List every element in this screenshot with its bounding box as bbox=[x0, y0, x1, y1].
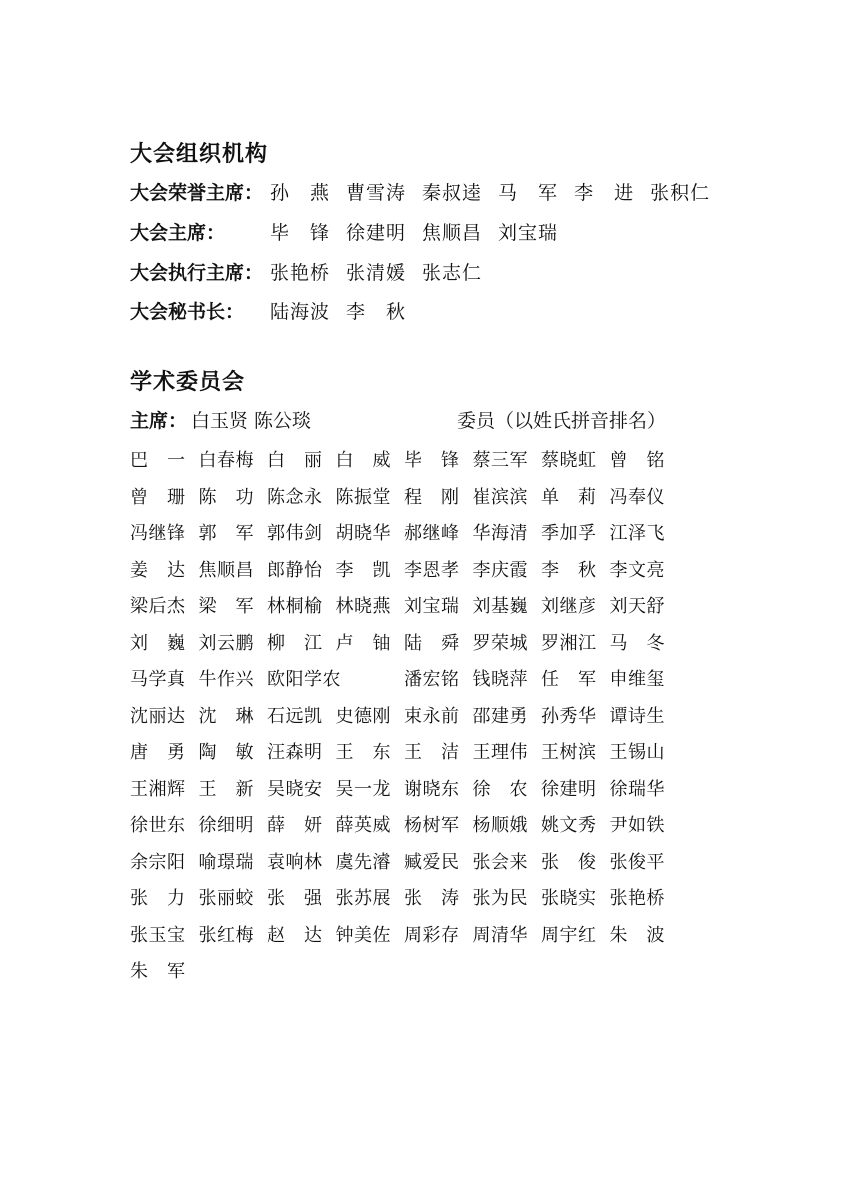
org-name: 徐建明 bbox=[346, 221, 407, 244]
member-name: 曾 铭 bbox=[609, 450, 665, 471]
member-name: 李 凯 bbox=[335, 559, 391, 581]
member-name: 蔡三军 bbox=[472, 450, 528, 471]
member-name: 陶 敏 bbox=[198, 742, 254, 763]
academic-chair-label: 主席： bbox=[130, 410, 188, 432]
member-name: 罗湘江 bbox=[541, 632, 597, 654]
member-name: 郭伟剑 bbox=[267, 523, 323, 544]
member-name: 张 强 bbox=[267, 888, 323, 909]
member-name: 喻璟瑞 bbox=[198, 851, 254, 873]
member-name: 张晓实 bbox=[541, 888, 597, 909]
member-name: 崔滨滨 bbox=[472, 486, 528, 508]
member-name: 邵建勇 bbox=[472, 705, 528, 727]
member-name: 孙秀华 bbox=[541, 705, 597, 727]
org-row-executive-chair bbox=[130, 256, 498, 286]
org-name: 张志仁 bbox=[422, 261, 483, 284]
org-name: 秦叔逵 bbox=[422, 181, 483, 204]
member-name: 梁后杰 bbox=[130, 596, 186, 617]
member-name: 汪森明 bbox=[267, 742, 323, 763]
member-name: 陆 舜 bbox=[404, 632, 460, 654]
member-name: 焦顺昌 bbox=[198, 559, 254, 581]
member-name: 薛 妍 bbox=[267, 815, 323, 836]
org-row-secretary-general bbox=[130, 295, 422, 325]
member-name: 柳 江 bbox=[267, 632, 323, 654]
member-name: 徐世东 bbox=[130, 815, 186, 836]
member-name: 曾 珊 bbox=[130, 486, 186, 508]
member-name: 林晓燕 bbox=[335, 596, 391, 617]
member-name: 杨顺娥 bbox=[472, 815, 528, 836]
member-name: 王理伟 bbox=[472, 742, 528, 763]
org-name: 焦顺昌 bbox=[422, 221, 483, 244]
member-name: 史德刚 bbox=[335, 705, 391, 727]
org-name: 陆海波 bbox=[270, 300, 331, 323]
member-name: 刘宝瑞 bbox=[404, 596, 460, 617]
member-name: 束永前 bbox=[404, 705, 460, 727]
member-name: 王 洁 bbox=[404, 742, 460, 763]
member-name: 李 秋 bbox=[541, 559, 597, 581]
org-row-label: 大会秘书长： bbox=[130, 300, 245, 323]
member-name: 王湘辉 bbox=[130, 778, 186, 800]
member-name: 季加孚 bbox=[541, 523, 597, 544]
member-name: 梁 军 bbox=[198, 596, 254, 617]
member-name: 沈丽达 bbox=[130, 705, 186, 727]
member-name: 任 军 bbox=[541, 669, 597, 690]
member-name: 朱 波 bbox=[609, 924, 665, 946]
org-name: 马 军 bbox=[498, 181, 559, 204]
member-name: 沈 琳 bbox=[198, 705, 254, 727]
member-name: 刘基巍 bbox=[472, 596, 528, 617]
member-name: 朱 军 bbox=[130, 961, 186, 982]
member-name: 刘继彦 bbox=[541, 596, 597, 617]
member-name: 张红梅 bbox=[198, 924, 254, 946]
member-name: 吴晓安 bbox=[267, 778, 323, 800]
member-name: 周清华 bbox=[472, 924, 528, 946]
member-name: 王锡山 bbox=[609, 742, 665, 763]
org-row-label: 大会主席： bbox=[130, 221, 226, 244]
org-name: 李 秋 bbox=[346, 300, 407, 323]
member-name: 姚文秀 bbox=[541, 815, 597, 836]
member-name: 程 刚 bbox=[404, 486, 460, 508]
member-name: 张丽蛟 bbox=[198, 888, 254, 909]
member-name: 余宗阳 bbox=[130, 851, 186, 873]
member-name: 赵 达 bbox=[267, 924, 323, 946]
member-name: 徐 农 bbox=[472, 778, 528, 800]
member-name: 李庆霞 bbox=[472, 559, 528, 581]
academic-chair-names: 白玉贤 陈公琰 bbox=[191, 410, 312, 432]
member-name: 王树滨 bbox=[541, 742, 597, 763]
member-name: 郭 军 bbox=[198, 523, 254, 544]
member-name: 周彩存 bbox=[404, 924, 460, 946]
org-name: 李 进 bbox=[574, 181, 635, 204]
member-name: 毕 锋 bbox=[404, 450, 460, 471]
member-name: 唐 勇 bbox=[130, 742, 186, 763]
academic-members-note: 委员（以姓氏拼音排名） bbox=[457, 410, 667, 432]
member-name: 陈 功 bbox=[198, 486, 254, 508]
org-row-names bbox=[270, 218, 574, 245]
member-name: 林桐榆 bbox=[267, 596, 323, 617]
member-name: 马学真 bbox=[130, 669, 186, 690]
member-name: 冯奉仪 bbox=[609, 486, 665, 508]
member-name: 薛英威 bbox=[335, 815, 391, 836]
member-name: 姜 达 bbox=[130, 559, 186, 581]
academic-chair-line bbox=[130, 406, 690, 436]
org-name: 毕 锋 bbox=[270, 221, 331, 244]
member-name: 罗荣城 bbox=[472, 632, 528, 654]
member-name: 潘宏铭 bbox=[404, 669, 460, 690]
member-name: 申维玺 bbox=[609, 669, 665, 690]
member-name: 刘云鹏 bbox=[198, 632, 254, 654]
org-row-chair bbox=[130, 216, 574, 246]
member-name: 徐瑞华 bbox=[609, 778, 665, 800]
member-name: 吴一龙 bbox=[335, 778, 391, 800]
member-name: 臧爱民 bbox=[404, 851, 460, 873]
member-name: 胡晓华 bbox=[335, 523, 391, 544]
member-spacer bbox=[336, 662, 405, 699]
member-name: 徐建明 bbox=[541, 778, 597, 800]
member-name: 蔡晓虹 bbox=[541, 450, 597, 471]
member-name: 钱晓萍 bbox=[472, 669, 528, 690]
member-name: 冯继锋 bbox=[130, 523, 186, 544]
member-name: 王 新 bbox=[198, 778, 254, 800]
member-name: 李恩孝 bbox=[404, 559, 460, 581]
member-name: 江泽飞 bbox=[609, 523, 665, 544]
member-name: 张苏展 bbox=[335, 888, 391, 909]
member-name: 郎静怡 bbox=[267, 559, 323, 581]
member-name: 欧阳学农 bbox=[267, 669, 341, 690]
org-row-names bbox=[270, 297, 422, 324]
member-name: 单 莉 bbox=[541, 486, 597, 508]
member-name: 卢 铀 bbox=[335, 632, 391, 654]
member-name: 张为民 bbox=[472, 888, 528, 909]
member-name: 刘天舒 bbox=[609, 596, 665, 617]
member-name: 张俊平 bbox=[609, 851, 665, 873]
org-name: 张艳桥 bbox=[270, 261, 331, 284]
org-name: 张清媛 bbox=[346, 261, 407, 284]
member-name: 虞先濬 bbox=[335, 851, 391, 873]
member-name: 刘 巍 bbox=[130, 632, 186, 654]
org-row-names bbox=[270, 178, 726, 205]
org-row-label: 大会执行主席： bbox=[130, 261, 264, 284]
member-name: 张玉宝 bbox=[130, 924, 186, 946]
org-section-title: 大会组织机构 bbox=[130, 142, 269, 167]
member-name: 张 俊 bbox=[541, 851, 597, 873]
org-name: 刘宝瑞 bbox=[498, 221, 559, 244]
member-name: 张 力 bbox=[130, 888, 186, 909]
academic-section-title: 学术委员会 bbox=[130, 370, 246, 395]
member-name: 白 丽 bbox=[267, 450, 323, 471]
member-name: 杨树军 bbox=[404, 815, 460, 836]
member-name: 石远凯 bbox=[267, 705, 323, 727]
member-name: 郝继峰 bbox=[404, 523, 460, 544]
member-name: 白春梅 bbox=[198, 450, 254, 471]
org-name: 曹雪涛 bbox=[346, 181, 407, 204]
member-name: 王 东 bbox=[335, 742, 391, 763]
member-name: 谭诗生 bbox=[609, 705, 665, 727]
member-name: 马 冬 bbox=[609, 632, 665, 654]
member-name: 谢晓东 bbox=[404, 778, 460, 800]
member-name: 李文亮 bbox=[609, 559, 665, 581]
member-name: 巴 一 bbox=[130, 450, 186, 471]
member-name: 徐细明 bbox=[198, 815, 254, 836]
member-name: 钟美佐 bbox=[335, 924, 391, 946]
member-name: 袁响林 bbox=[267, 851, 323, 873]
org-name: 张积仁 bbox=[650, 181, 711, 204]
member-name: 尹如铁 bbox=[609, 815, 665, 836]
org-name: 孙 燕 bbox=[270, 181, 331, 204]
org-row-honorary bbox=[130, 176, 726, 206]
member-name: 张艳桥 bbox=[609, 888, 665, 909]
member-name: 白 威 bbox=[335, 450, 391, 471]
academic-member-list bbox=[130, 443, 690, 991]
member-name: 华海清 bbox=[472, 523, 528, 544]
org-row-names bbox=[270, 258, 498, 285]
member-name: 张 涛 bbox=[404, 888, 460, 909]
member-name: 张会来 bbox=[472, 851, 528, 873]
member-name: 陈振堂 bbox=[335, 486, 391, 508]
member-name: 牛作兴 bbox=[198, 669, 254, 690]
member-name: 陈念永 bbox=[267, 486, 323, 508]
org-row-label: 大会荣誉主席： bbox=[130, 181, 264, 204]
member-name: 周宇红 bbox=[541, 924, 597, 946]
